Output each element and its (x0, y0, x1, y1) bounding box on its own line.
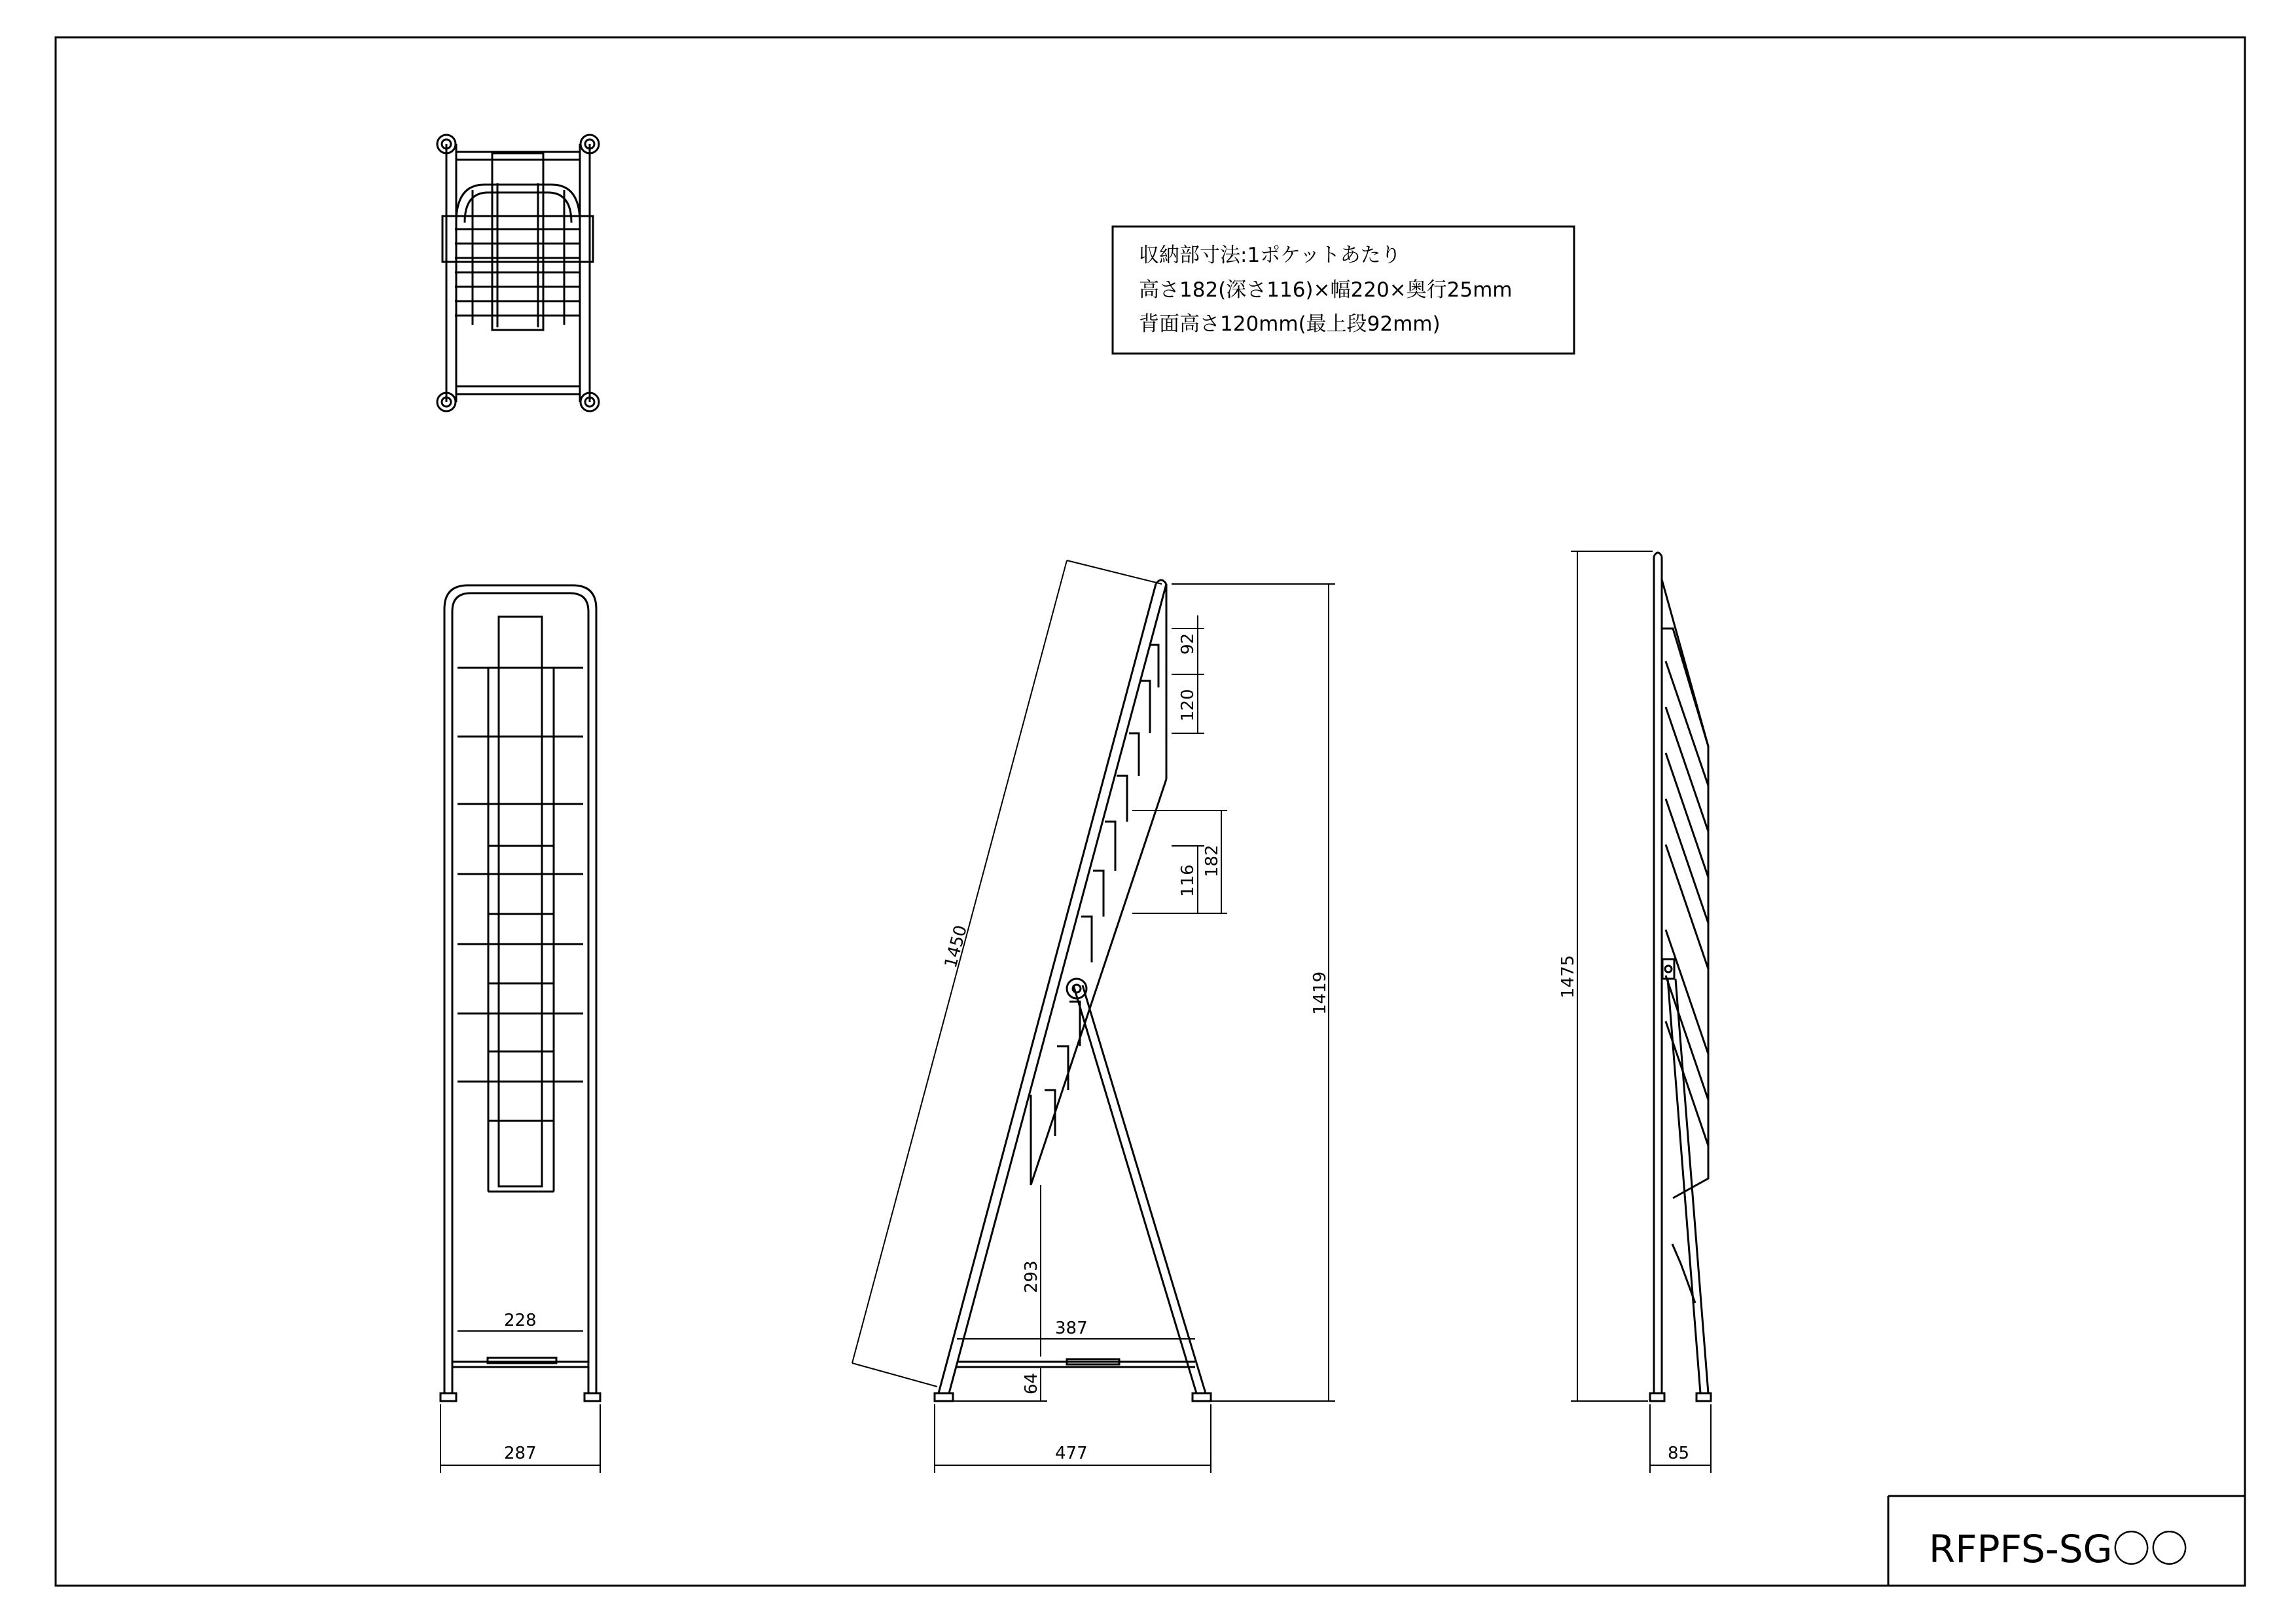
side-view (935, 580, 1211, 1401)
dim-folded-height: 1475 (1558, 955, 1578, 998)
top-view (437, 135, 599, 411)
model-code: RFPFS-SG〇〇 (1929, 1527, 2189, 1571)
dim-side-overall-depth: 477 (1055, 1444, 1088, 1463)
dim-side-leg-length: 1450 (941, 923, 971, 970)
drawing-border (56, 37, 2245, 1586)
dim-side-bottom-clearance: 293 (1022, 1260, 1041, 1293)
dim-side-overall-height: 1419 (1310, 971, 1330, 1015)
dim-front-overall-width: 287 (504, 1444, 537, 1463)
dim-side-brace-span: 387 (1055, 1319, 1088, 1338)
spec-note-box (1113, 227, 1574, 354)
spec-note-line-1: 収納部寸法:1ポケットあたり (1139, 244, 1401, 267)
dim-front-inner-width: 228 (504, 1311, 537, 1330)
side-view-dimensions (852, 560, 1335, 1473)
dim-side-pocket-height: 182 (1202, 845, 1222, 877)
dim-side-pocket-depth: 116 (1178, 864, 1198, 897)
title-block (1888, 1496, 2245, 1586)
front-view (440, 585, 600, 1401)
spec-note-line-2: 高さ182(深さ116)×幅220×奥行25mm (1139, 278, 1513, 302)
dim-side-top-pocket-back: 92 (1178, 632, 1198, 655)
folded-view (1650, 553, 1711, 1401)
dim-side-pocket-back: 120 (1178, 689, 1198, 721)
dim-side-base-offset: 64 (1022, 1372, 1041, 1395)
folded-view-dimensions (1571, 551, 1711, 1473)
dim-folded-depth: 85 (1668, 1444, 1690, 1463)
spec-note-line-3: 背面高さ120mm(最上段92mm) (1139, 312, 1441, 336)
